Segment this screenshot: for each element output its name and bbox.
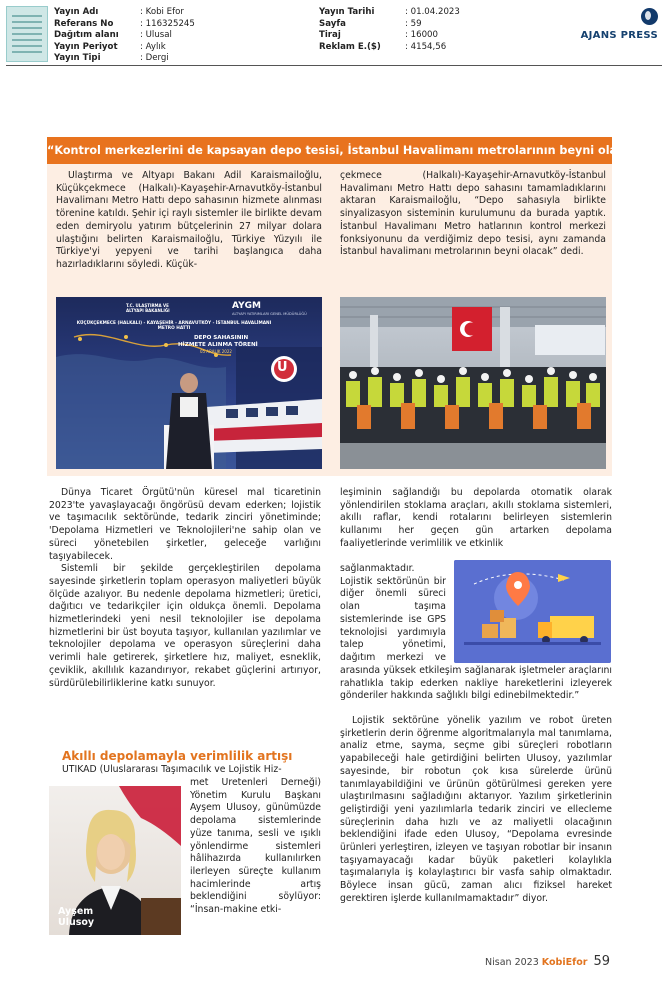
aygm-logo-text: AYGM [232,301,261,311]
lead-paragraph-block [62,764,321,777]
body-paragraph: Lojistik sektörüne yönelik yazılım ve robot üreten şirketlerin derin öğrenme algoritmalarıyla mal tanımlama, analiz etme, sayma, seçme gibi süreçleri robotların yapabileceği hale getirdiğini belirten Ulusoy, yazılımlar sayesinde, bir robotun çok kısa sürelerde ürünü tanımlayabildiğini ve ürünün götürülmesi gereken yere ulaştırılmasını sağladığını aktarıyor. Yazılım şirketlerinin geliştirdiği yeni yazılımlarla tedarik zinciri ve ellecleme süreçlerinin daha hızlı ve az maliyetli olacağının beklendiğini ifade eden Ulusoy, “Depolama evresinde ürünleri yerleştiren, izleyen ve taşıyan robotlar bir insanın taşıyamayacağı kadar büyük paketleri kolaylıkla taşımalarıyla iş kolaylaştırıcı bir vasfa sahip olmaktadır. Böylece insan gücü, zaman alıcı fiziksel hareket gerektiren işlerde kullanılmamaktadır” diyor. [340,715,612,904]
route-title: KÜÇÜKÇEKMECE (HALKALI) - KAYAŞEHİR - ARNAVUTKÖY - İSTANBUL HAVALİMANI METRO HATTI [76,321,272,331]
article-banner: “Kontrol merkezlerini de kapsayan depo tesisi, İstanbul Havalimanı metrolarının beyni olacak” [47,137,612,164]
page-number: 59 [593,954,610,969]
page-footer [485,954,610,969]
body-paragraph: arasında yüksek etkileşim sağlanarak işletmeler araçlarını rahatlıkla takip ederken nakliye hareketlerini izleyerek gönderiler hakkında sağlıklı bilgi edinebilmektedir.” [340,665,612,702]
meta-right [319,7,460,53]
meta-value: : 59 [405,18,422,29]
meta-value: : 4154,56 [405,41,447,52]
meta-value: : Dergi [140,53,169,64]
lead-text: met Üretenleri Derneği) Yönetim Kurulu Başkanı Ayşem Ulusoy, günümüzde depolama sistemlerinde yüze tanıma, sesli ve ışıklı yönlendirme sistemleri hâlihazırda kullanılırken ilerleyen süreçte kullanım hacimlerinde artış beklendiğini söylüyor: “İnsan-makine etki- [190,777,321,916]
u-logo-letter: U [277,360,288,375]
logistics-graphic [454,560,611,663]
lead-first-line: UTİKAD (Uluslararası Taşımacılık ve Lojistik Hiz- [62,764,282,775]
lead-wrap-column [190,777,321,937]
intro-column-left [56,170,322,272]
meta-key: Yayın Tarihi [319,7,375,17]
ajans-press-logo [581,8,658,41]
clipping-thumbnail [6,6,48,62]
intro-paragraph: Ulaştırma ve Altyapı Bakanı Adil Karaismailoğlu, Küçükçekmece (Halkalı)-Kayaşehir-Arnavutköy-İstanbul Havalimanı Metro Hattı depo sahasının hizmete alınması törenine katıldı. Şehir içi raylı sistemler ile birlikte devam eden demiryolu yatırım bütçelerinin 27 milyar dolara ulaştığını belirten Karaismailoğlu, Türkiye Yüzyılı ile Türkiye'yi yepyeni ve tarihi başlangıca daha hazırladıklarını söyledi. Küçük- [56,170,322,270]
ceremony-photo [56,297,322,469]
header-divider [6,65,662,66]
meta-value: : Kobi Efor [140,7,184,17]
meta-key: Yayın Periyot [54,41,118,52]
meta-key: Dağıtım alanı [54,30,119,41]
portrait-caption: Ayşem Ulusoy [58,906,95,928]
event-line-1: DEPO SAHASININ [194,335,249,341]
event-line-2: HİZMETE ALINMA TÖRENİ [178,342,258,348]
crowd-illustration [340,297,606,469]
meta-value: : 01.04.2023 [405,7,460,17]
meta-left [54,7,195,65]
intro-column-right [340,170,606,259]
ministry-label: T.C. ULAŞTIRMA VE ALTYAPI BAKANLIĞI [126,303,170,313]
body-column-right-top [340,487,612,563]
section-subheading: Akıllı depolamayla verimlilik artışı [62,749,293,763]
body-column-left [49,487,321,690]
logo-text: AJANS PRESS [580,30,658,41]
aygm-subtitle: ALTYAPI YATIRIMLARI GENEL MÜDÜRLÜĞÜ [232,312,307,316]
event-date: 05 ARALIK 2022 [200,349,232,354]
meta-value: : Aylık [140,41,166,52]
meta-key: Sayfa [319,18,346,29]
body-paragraph: sağlanmaktadır. Lojistik sektörünün bir diğer önemli süreci olan taşıma sistemlerinde ise GPS teknolojisi yardımıyla talep yönetimi, dağıtım merkezi ve [340,563,446,663]
meta-value: : 16000 [405,30,438,41]
globe-icon [641,8,658,25]
body-column-right-bottom [340,665,612,906]
footer-month: Nisan 2023 [485,957,539,968]
ulusoy-portrait [49,786,181,935]
footer-brand: KobiEfor [541,957,588,968]
logistics-illustration [454,560,611,663]
lead-paragraph [190,777,321,937]
body-paragraph: leşiminin sağlandığı bu depolarda otomatik olarak yönlendirilen stoklama araçları, akıllı stoklama sistemleri, akıllı raflar, kendi rotalarını belirleyen sistemlerin kullanımı her geçen gün artarken depolama faaliyetlerinde verimlilik ve etkinlik [340,487,612,549]
meta-value: : 116325245 [140,18,195,29]
depot-crowd-photo [340,297,606,469]
meta-key: Tiraj [319,30,341,41]
body-column-right-wrap [340,563,446,665]
meta-value: : Ulusal [140,30,172,41]
meta-key: Referans No [54,18,114,29]
body-paragraph: Sistemli bir şekilde gerçekleştirilen depolama sayesinde şirketlerin toplam operasyon maliyetleri büyük ölçüde azalıyor. Bu nedenle depolama hizmetleri; üretici, dağıtıcı ve tedarikçiler için oldukça önemli. Depolama hizmetlerindeki yeni nesil teknolojiler ise depolama hizmetlerini bir üst boyuta taşıyor, kullanılan yazılımlar ve teknolojiler depolama ve operasyon süreçlerini daha verimli hale getirerek, şirketlere hız, maliyet, esneklik, çeviklik, akıllılık kazandırıyor, rekabet güçlerini artırıyor, sürdürülebilirliklerine katkı sunuyor. [49,563,321,689]
meta-key: Yayın Adı [54,7,99,17]
intro-paragraph: çekmece (Halkalı)-Kayaşehir-Arnavutköy-İstanbul Havalimanı Metro Hattı depo sahasını tamamladıklarını aktaran Karaismailoğlu, “Depo sahasıyla birlikte sinyalizasyon sisteminin kurulumunu da burada yaptık. İstanbul Havalimanı Metro hatlarının kontrol merkezi fonksiyonunu da verdiğimiz depo tesisi, aynı zamanda İstanbul havalimanı metrolarının beyni olacak” dedi. [340,170,606,258]
meta-key: Yayın Tipi [54,53,101,64]
body-paragraph: Dünya Ticaret Örgütü'nün küresel mal ticaretinin 2023'te yavaşlayacağı öngörüsü devam ederken; lojistik ve taşımacılık sektöründe, tedarik zinciri yönetiminde; 'Depolama Hizmetleri ve Teknolojileri'ne sahip olan ve süreci yönetebilen şirketler, geleceğe varlığını taşıyabilecek. [49,487,321,562]
meta-key: Reklam E.($) [319,41,381,52]
